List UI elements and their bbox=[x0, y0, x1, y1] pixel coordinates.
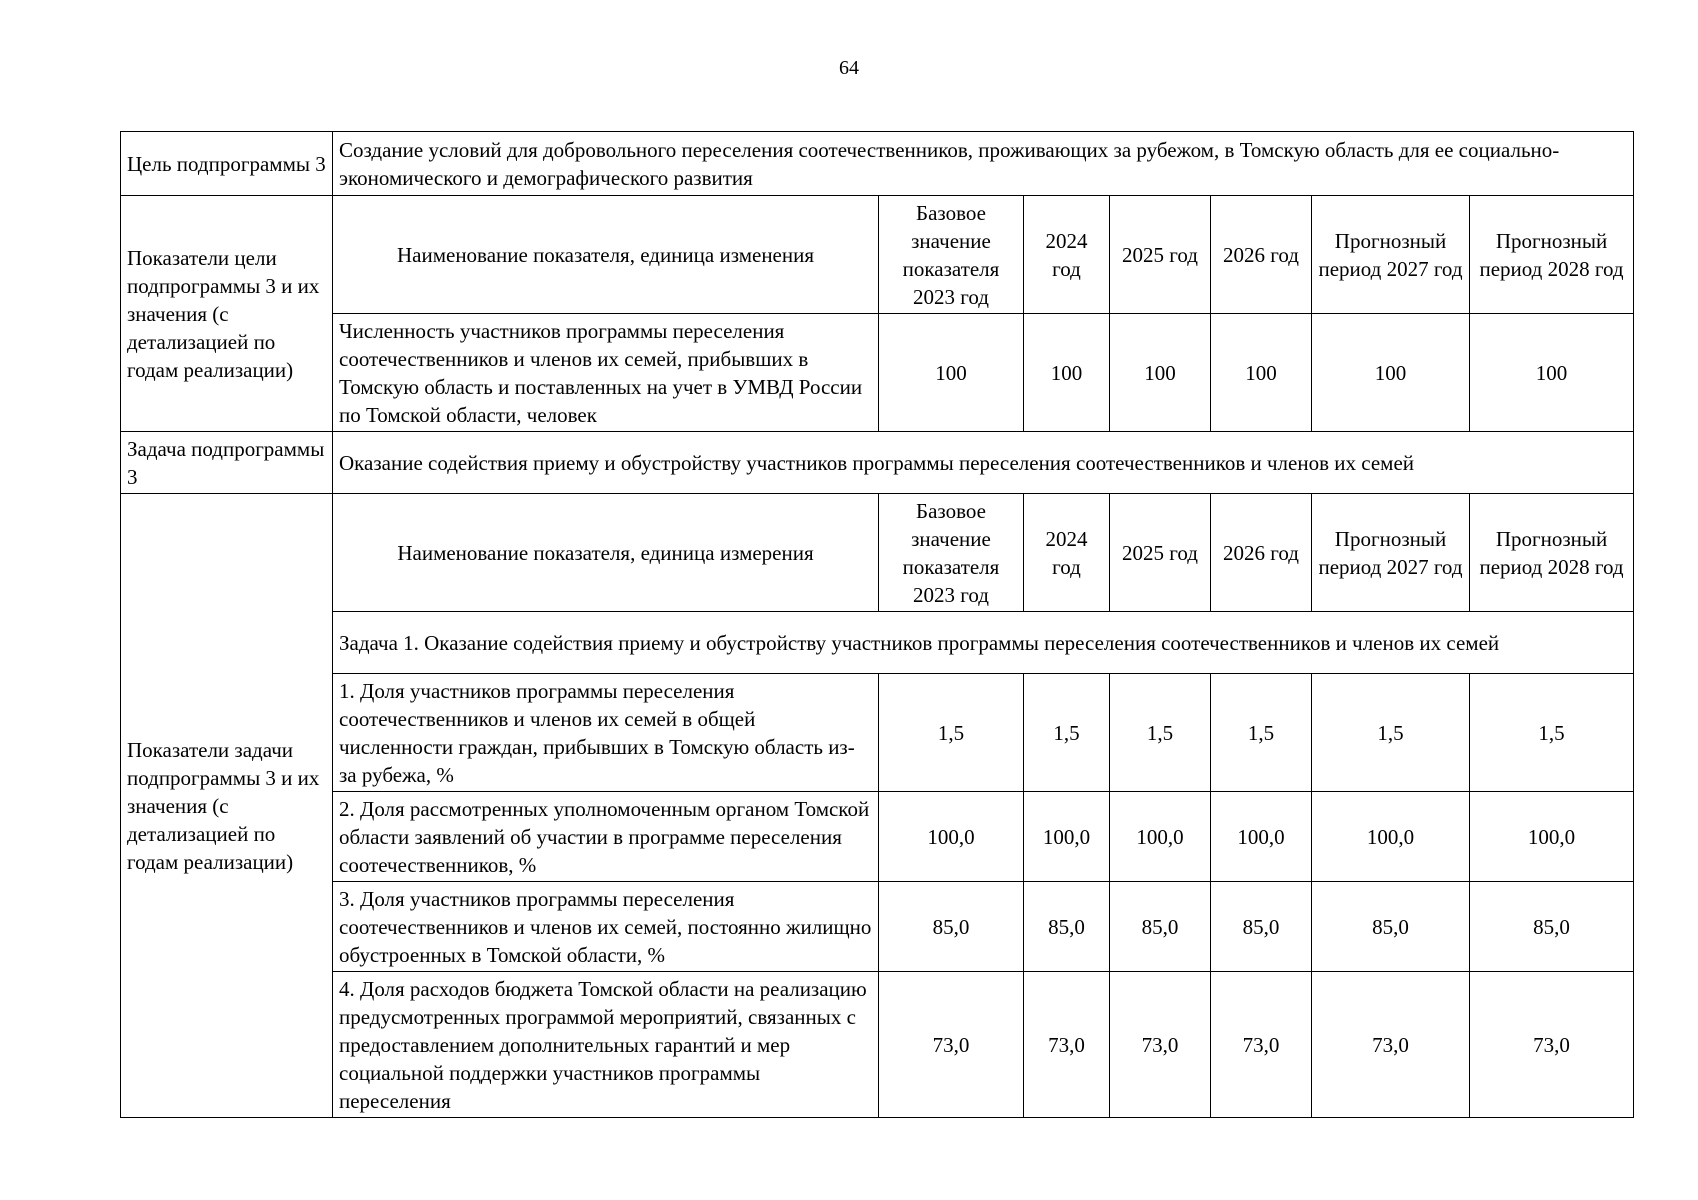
value-cell: 100,0 bbox=[1211, 792, 1312, 882]
page-number: 64 bbox=[839, 57, 859, 79]
value-cell: 100 bbox=[1470, 314, 1634, 432]
goal-header-base: Базовое значение показателя 2023 год bbox=[879, 196, 1024, 314]
task-title: Задача 1. Оказание содействия приему и обустройству участников программы переселения соотечественников и членов их семей bbox=[333, 612, 1634, 674]
goal-header-2027: Прогнозный период 2027 год bbox=[1312, 196, 1470, 314]
task-indicator-name: 3. Доля участников программы переселения соотечественников и членов их семей, постоянно жилищно обустроенных в Томской области, % bbox=[333, 882, 879, 972]
task-indicator-name: 2. Доля рассмотренных уполномоченным органом Томской области заявлений об участии в программе переселения соотечественников, % bbox=[333, 792, 879, 882]
task-header-2028: Прогнозный период 2028 год bbox=[1470, 494, 1634, 612]
task-indicators-header-row bbox=[121, 494, 1634, 612]
subprogram-passport-table bbox=[120, 131, 1634, 1118]
value-cell: 100,0 bbox=[1110, 792, 1211, 882]
goal-header-2025: 2025 год bbox=[1110, 196, 1211, 314]
goal-header-2024: 2024 год bbox=[1024, 196, 1110, 314]
value-cell: 100 bbox=[1312, 314, 1470, 432]
value-cell: 100,0 bbox=[1024, 792, 1110, 882]
task-header-2024: 2024 год bbox=[1024, 494, 1110, 612]
value-cell: 100 bbox=[1211, 314, 1312, 432]
value-cell: 100,0 bbox=[879, 792, 1024, 882]
value-cell: 85,0 bbox=[1024, 882, 1110, 972]
goal-text: Создание условий для добровольного переселения соотечественников, проживающих за рубежом, в Томскую область для ее социально-экономического и демографического развития bbox=[333, 132, 1634, 196]
value-cell: 73,0 bbox=[1470, 972, 1634, 1118]
value-cell: 1,5 bbox=[879, 674, 1024, 792]
value-cell: 85,0 bbox=[1470, 882, 1634, 972]
value-cell: 100 bbox=[1110, 314, 1211, 432]
value-cell: 100,0 bbox=[1470, 792, 1634, 882]
task-indicator-name: 1. Доля участников программы переселения соотечественников и членов их семей в общей численности граждан, прибывших в Томскую область из-за рубежа, % bbox=[333, 674, 879, 792]
value-cell: 100 bbox=[879, 314, 1024, 432]
value-cell: 1,5 bbox=[1024, 674, 1110, 792]
task-indicators-label: Показатели задачи подпрограммы 3 и их значения (с детализацией по годам реализации) bbox=[121, 494, 333, 1118]
task-header-2025: 2025 год bbox=[1110, 494, 1211, 612]
table-row bbox=[121, 972, 1634, 1118]
value-cell: 85,0 bbox=[879, 882, 1024, 972]
value-cell: 1,5 bbox=[1110, 674, 1211, 792]
value-cell: 1,5 bbox=[1470, 674, 1634, 792]
goal-indicators-header-row bbox=[121, 196, 1634, 314]
task-header-2026: 2026 год bbox=[1211, 494, 1312, 612]
goal-indicators-label: Показатели цели подпрограммы 3 и их значения (с детализацией по годам реализации) bbox=[121, 196, 333, 432]
goal-row bbox=[121, 132, 1634, 196]
goal-header-2028: Прогнозный период 2028 год bbox=[1470, 196, 1634, 314]
value-cell: 73,0 bbox=[1211, 972, 1312, 1118]
value-cell: 73,0 bbox=[879, 972, 1024, 1118]
value-cell: 85,0 bbox=[1211, 882, 1312, 972]
task-text: Оказание содействия приему и обустройству участников программы переселения соотечественников и членов их семей bbox=[333, 432, 1634, 494]
goal-label: Цель подпрограммы 3 bbox=[121, 132, 333, 196]
goal-indicator-name: Численность участников программы переселения соотечественников и членов их семей, прибывших в Томскую область и поставленных на учет в УМВД России по Томской области, человек bbox=[333, 314, 879, 432]
value-cell: 85,0 bbox=[1110, 882, 1211, 972]
task-indicator-name: 4. Доля расходов бюджета Томской области на реализацию предусмотренных программой мероприятий, связанных с предоставлением дополнительных гарантий и мер социальной поддержки участников программы переселения bbox=[333, 972, 879, 1118]
task-header-2027: Прогнозный период 2027 год bbox=[1312, 494, 1470, 612]
task-label: Задача подпрограммы 3 bbox=[121, 432, 333, 494]
task-header-base: Базовое значение показателя 2023 год bbox=[879, 494, 1024, 612]
table-row bbox=[121, 314, 1634, 432]
goal-header-2026: 2026 год bbox=[1211, 196, 1312, 314]
value-cell: 73,0 bbox=[1024, 972, 1110, 1118]
value-cell: 85,0 bbox=[1312, 882, 1470, 972]
value-cell: 100 bbox=[1024, 314, 1110, 432]
value-cell: 1,5 bbox=[1312, 674, 1470, 792]
table-row bbox=[121, 882, 1634, 972]
task-header-name: Наименование показателя, единица измерения bbox=[333, 494, 879, 612]
table-row bbox=[121, 792, 1634, 882]
value-cell: 100,0 bbox=[1312, 792, 1470, 882]
task-row bbox=[121, 432, 1634, 494]
task-title-row bbox=[121, 612, 1634, 674]
value-cell: 1,5 bbox=[1211, 674, 1312, 792]
table-row bbox=[121, 674, 1634, 792]
value-cell: 73,0 bbox=[1110, 972, 1211, 1118]
value-cell: 73,0 bbox=[1312, 972, 1470, 1118]
goal-header-name: Наименование показателя, единица изменения bbox=[333, 196, 879, 314]
